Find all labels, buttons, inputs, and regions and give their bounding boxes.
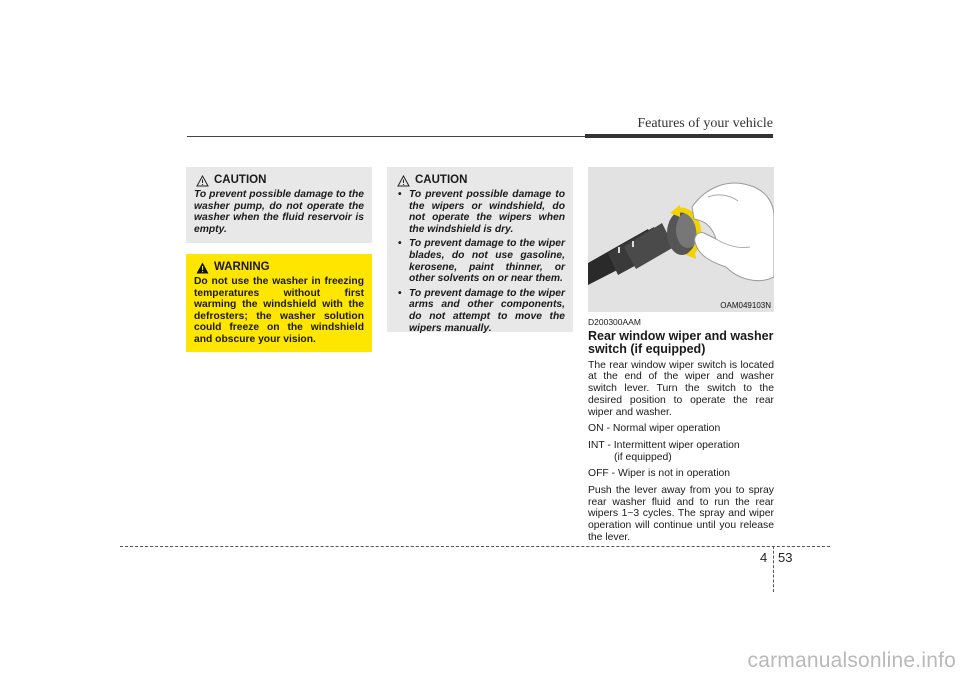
caution-header (395, 175, 565, 187)
section-title: Rear window wiper and washer switch (if equipped) (588, 328, 774, 356)
caution-title: CAUTION (415, 174, 468, 187)
footer-rule (120, 546, 830, 547)
section-code: D200300AAM (588, 317, 641, 327)
warning-title: WARNING (214, 261, 270, 274)
warning-header (194, 262, 364, 274)
caution-triangle-icon (196, 175, 209, 187)
wiper-switch-illustration (588, 167, 774, 312)
caution-list-item: • To prevent possible damage to the wipers or windshield, do not operate the wipers when the windshield is dry. (395, 189, 565, 235)
washer-instructions: Push the lever away from you to spray rear washer fluid and to run the rear wipers 1~3 cycles. The spray and wiper operation will continue until you release the lever. (588, 485, 774, 543)
watermark: carmanualsonline.info (747, 649, 956, 672)
caution-triangle-icon (397, 175, 410, 187)
chapter-number: 4 (760, 550, 768, 565)
page-number: 53 (778, 550, 793, 565)
caution-text: To prevent possible damage to the washer pump, do not operate the washer when the fluid reservoir is empty. (194, 189, 364, 235)
caution-box-wipers (387, 167, 573, 332)
hand-turning-switch-icon (588, 167, 774, 312)
mode-off: OFF - Wiper is not in operation (588, 468, 731, 480)
figure-code: OAM049103N (720, 301, 771, 310)
caution-list-item: • To prevent damage to the wiper blades, do not use gasoline, kerosene, paint thinner, or other solvents on or near them. (395, 238, 565, 284)
mode-int: INT - Intermittent wiper operation (588, 439, 740, 451)
caution-header (194, 175, 364, 187)
page-header-title: Features of your vehicle (637, 116, 773, 131)
rear-wiper-section (588, 317, 774, 549)
mode-int-note: (if equipped) (614, 451, 672, 463)
header-rule-accent (585, 134, 773, 138)
warning-box-freezing (186, 254, 372, 352)
caution-title: CAUTION (214, 174, 267, 187)
warning-text: Do not use the washer in freezing temperatures without first warming the windshield with the defrosters; the washer solution could freeze on the windshield and obscure your vision. (194, 276, 364, 345)
caution-box-washer (186, 167, 372, 243)
caution-list (395, 189, 565, 334)
warning-triangle-icon (196, 262, 209, 274)
footer-divider (773, 546, 774, 592)
caution-list-item: • To prevent damage to the wiper arms and other components, do not attempt to move the wipers manually. (395, 288, 565, 334)
section-intro: The rear window wiper switch is located at the end of the wiper and washer switch lever. Turn the switch to the desired position to operate the rear wiper and washer. (588, 359, 774, 418)
mode-on: ON - Normal wiper operation (588, 423, 721, 435)
